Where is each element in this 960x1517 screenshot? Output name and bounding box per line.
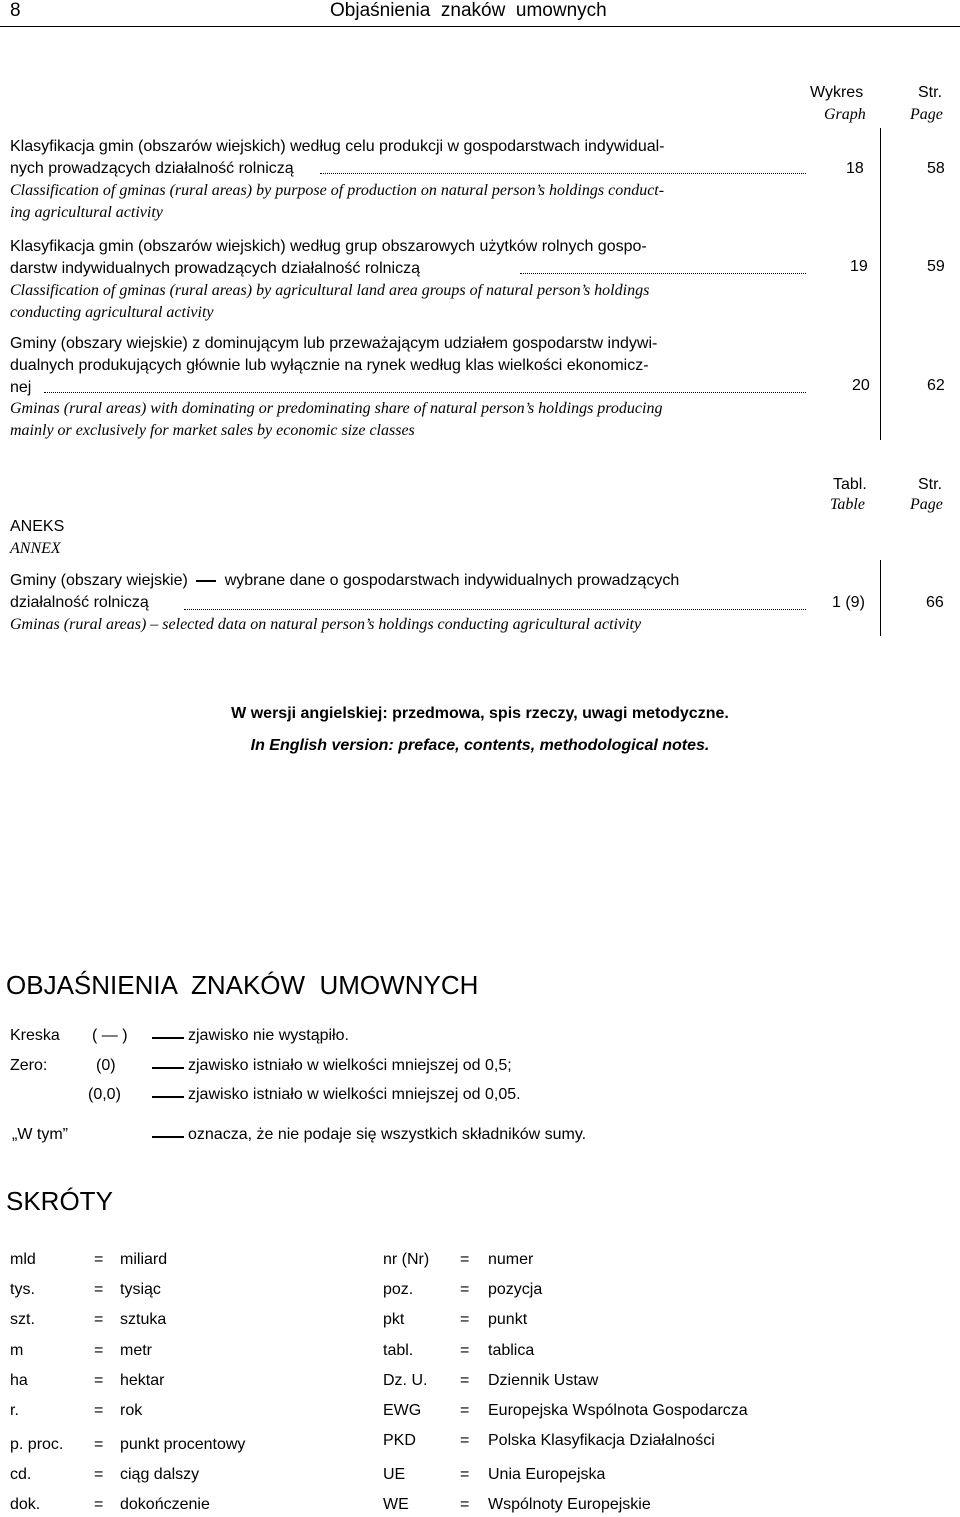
abbreviation-meaning: metr bbox=[120, 1342, 152, 1359]
abbreviation-meaning: Unia Europejska bbox=[488, 1466, 606, 1483]
annex-entry-suffix: wybrane dane o gospodarstwach indywidualnych prowadzących bbox=[224, 572, 680, 589]
abbreviation-term: szt. bbox=[10, 1311, 35, 1328]
abbreviation-meaning: pozycja bbox=[488, 1281, 543, 1298]
abbreviation-meaning: tysiąc bbox=[120, 1281, 161, 1298]
abbreviation-meaning: miliard bbox=[120, 1251, 168, 1268]
graph-number: 20 bbox=[852, 377, 870, 394]
abbreviation-meaning: hektar bbox=[120, 1372, 165, 1389]
page-number-ref: 59 bbox=[927, 258, 945, 275]
abbreviation-equals: = bbox=[460, 1281, 470, 1298]
english-version-note: W wersji angielskiej: przedmowa, spis rzeczy, uwagi metodyczne. bbox=[231, 705, 729, 722]
abbreviation-term: nr (Nr) bbox=[383, 1251, 430, 1268]
header-rule bbox=[0, 26, 960, 27]
abbreviation-equals: = bbox=[460, 1342, 470, 1359]
abbreviation-meaning: rok bbox=[120, 1402, 143, 1419]
symbol-label: Kreska bbox=[10, 1027, 60, 1044]
annex-column-divider bbox=[880, 560, 881, 636]
abbreviation-equals: = bbox=[94, 1496, 104, 1513]
page-col-label-en: Page bbox=[910, 106, 943, 123]
page-number: 8 bbox=[10, 0, 21, 21]
abbreviation-term: UE bbox=[383, 1466, 406, 1483]
abbreviation-term: Dz. U. bbox=[383, 1372, 428, 1389]
annex-page-col-label: Str. bbox=[918, 476, 943, 493]
annex-entry-title-pl-2: działalność rolniczą bbox=[10, 594, 149, 611]
annex-page-number: 66 bbox=[926, 594, 944, 611]
leader-dots bbox=[320, 172, 806, 174]
abbreviation-term: WE bbox=[383, 1496, 409, 1513]
entry-title-en: conducting agricultural activity bbox=[10, 304, 214, 321]
annex-entry-prefix: Gminy (obszary wiejskie) bbox=[10, 572, 188, 589]
abbreviation-term: poz. bbox=[383, 1281, 414, 1298]
entry-title-en: Classification of gminas (rural areas) by agricultural land area groups of natural person’s holdings bbox=[10, 282, 650, 299]
abbreviation-equals: = bbox=[460, 1466, 470, 1483]
abbreviation-term: cd. bbox=[10, 1466, 32, 1483]
symbol-meaning: zjawisko nie wystąpiło. bbox=[188, 1027, 349, 1044]
abbreviation-equals: = bbox=[460, 1496, 470, 1513]
abbreviation-term: p. proc. bbox=[10, 1436, 64, 1453]
abbreviation-meaning: tablica bbox=[488, 1342, 535, 1359]
abbreviation-term: PKD bbox=[383, 1432, 416, 1449]
symbol-label: „W tym” bbox=[12, 1126, 68, 1143]
entry-title-en: ing agricultural activity bbox=[10, 204, 163, 221]
entry-title-pl: Gminy (obszary wiejskie) z dominującym lub przeważającym udziałem gospodarstw indywi- bbox=[10, 335, 658, 352]
page-col-label: Str. bbox=[918, 84, 943, 101]
abbreviation-equals: = bbox=[460, 1432, 470, 1449]
abbreviation-equals: = bbox=[94, 1436, 104, 1453]
entry-title-pl: nych prowadzących działalność rolniczą bbox=[10, 160, 294, 177]
symbol-meaning: zjawisko istniało w wielkości mniejszej od 0,5; bbox=[188, 1057, 512, 1074]
abbreviation-meaning: Wspólnoty Europejskie bbox=[488, 1496, 651, 1513]
annex-entry-title-en: Gminas (rural areas) – selected data on natural person’s holdings conducting agricultural activity bbox=[10, 616, 642, 633]
annex-page-col-label-en: Page bbox=[910, 496, 943, 513]
entry-title-pl: Klasyfikacja gmin (obszarów wiejskich) według celu produkcji w gospodarstwach indywidual- bbox=[10, 138, 665, 155]
abbreviation-term: m bbox=[10, 1342, 24, 1359]
leader-dots bbox=[44, 391, 806, 393]
abbreviation-term: dok. bbox=[10, 1496, 41, 1513]
page-number-ref: 62 bbox=[927, 377, 945, 394]
entry-title-en: Gminas (rural areas) with dominating or predominating share of natural person’s holdings producing bbox=[10, 400, 663, 417]
annex-col-label: Tabl. bbox=[833, 476, 867, 493]
abbreviation-meaning: Polska Klasyfikacja Działalności bbox=[488, 1432, 715, 1449]
graph-col-label: Wykres bbox=[810, 84, 864, 101]
dash-separator bbox=[152, 1067, 184, 1069]
graph-number: 18 bbox=[846, 160, 864, 177]
abbreviation-equals: = bbox=[94, 1281, 104, 1298]
page-number-ref: 58 bbox=[927, 160, 945, 177]
dash-separator bbox=[152, 1136, 184, 1138]
graph-column-divider bbox=[880, 128, 881, 440]
entry-title-pl: Klasyfikacja gmin (obszarów wiejskich) według grup obszarowych użytków rolnych gospo- bbox=[10, 238, 647, 255]
abbreviation-equals: = bbox=[460, 1372, 470, 1389]
english-version-note-en: In English version: preface, contents, methodological notes. bbox=[250, 737, 710, 754]
abbreviation-term: pkt bbox=[383, 1311, 405, 1328]
symbol-meaning: oznacza, że nie podaje się wszystkich składników sumy. bbox=[188, 1126, 587, 1143]
abbreviation-equals: = bbox=[94, 1372, 104, 1389]
abbreviation-equals: = bbox=[94, 1311, 104, 1328]
dash-separator bbox=[152, 1037, 184, 1039]
annex-col-label-en: Table bbox=[830, 496, 865, 513]
abbreviation-equals: = bbox=[94, 1402, 104, 1419]
abbreviation-equals: = bbox=[94, 1251, 104, 1268]
symbols-title: OBJAŚNIENIA ZNAKÓW UMOWNYCH bbox=[6, 970, 479, 1000]
abbreviation-equals: = bbox=[460, 1402, 470, 1419]
entry-title-en: Classification of gminas (rural areas) by purpose of production on natural person’s holdings conduct- bbox=[10, 182, 665, 199]
symbol-glyph: (0,0) bbox=[88, 1086, 121, 1103]
abbreviation-term: EWG bbox=[383, 1402, 422, 1419]
abbreviation-meaning: punkt procentowy bbox=[120, 1436, 246, 1453]
page-header-title: Objaśnienia znaków umownych bbox=[330, 0, 607, 21]
annex-entry-title-pl bbox=[10, 572, 679, 590]
abbreviation-equals: = bbox=[94, 1466, 104, 1483]
abbreviation-meaning: Europejska Wspólnota Gospodarcza bbox=[488, 1402, 748, 1419]
abbreviation-meaning: Dziennik Ustaw bbox=[488, 1372, 599, 1389]
abbreviations-title: SKRÓTY bbox=[6, 1186, 113, 1216]
em-dash bbox=[196, 580, 216, 582]
leader-dots bbox=[520, 272, 806, 274]
symbol-meaning: zjawisko istniało w wielkości mniejszej od 0,05. bbox=[188, 1086, 521, 1103]
abbreviation-meaning: ciąg dalszy bbox=[120, 1466, 200, 1483]
dash-separator bbox=[152, 1096, 184, 1098]
abbreviation-meaning: dokończenie bbox=[120, 1496, 210, 1513]
graph-col-label-en: Graph bbox=[824, 106, 866, 123]
annex-table-number: 1 (9) bbox=[832, 594, 865, 611]
abbreviation-meaning: sztuka bbox=[120, 1311, 167, 1328]
symbol-label: Zero: bbox=[10, 1057, 48, 1074]
abbreviation-term: ha bbox=[10, 1372, 28, 1389]
abbreviation-equals: = bbox=[460, 1311, 470, 1328]
abbreviation-term: tabl. bbox=[383, 1342, 414, 1359]
graph-number: 19 bbox=[850, 258, 868, 275]
abbreviation-equals: = bbox=[460, 1251, 470, 1268]
entry-title-pl: dualnych produkujących głównie lub wyłącznie na rynek według klas wielkości ekonomicz- bbox=[10, 357, 649, 374]
abbreviation-term: r. bbox=[10, 1402, 19, 1419]
entry-title-pl: nej bbox=[10, 379, 32, 396]
leader-dots bbox=[184, 608, 806, 610]
abbreviation-meaning: numer bbox=[488, 1251, 534, 1268]
entry-title-pl: darstw indywidualnych prowadzących działalność rolniczą bbox=[10, 260, 420, 277]
entry-title-en: mainly or exclusively for market sales by economic size classes bbox=[10, 422, 415, 439]
abbreviation-term: tys. bbox=[10, 1281, 35, 1298]
annex-title: ANEKS bbox=[10, 518, 65, 535]
symbol-glyph: ( — ) bbox=[92, 1027, 128, 1044]
symbol-glyph: (0) bbox=[96, 1057, 116, 1074]
annex-title-en: ANNEX bbox=[10, 540, 61, 557]
abbreviation-equals: = bbox=[94, 1342, 104, 1359]
abbreviation-meaning: punkt bbox=[488, 1311, 528, 1328]
abbreviation-term: mld bbox=[10, 1251, 36, 1268]
